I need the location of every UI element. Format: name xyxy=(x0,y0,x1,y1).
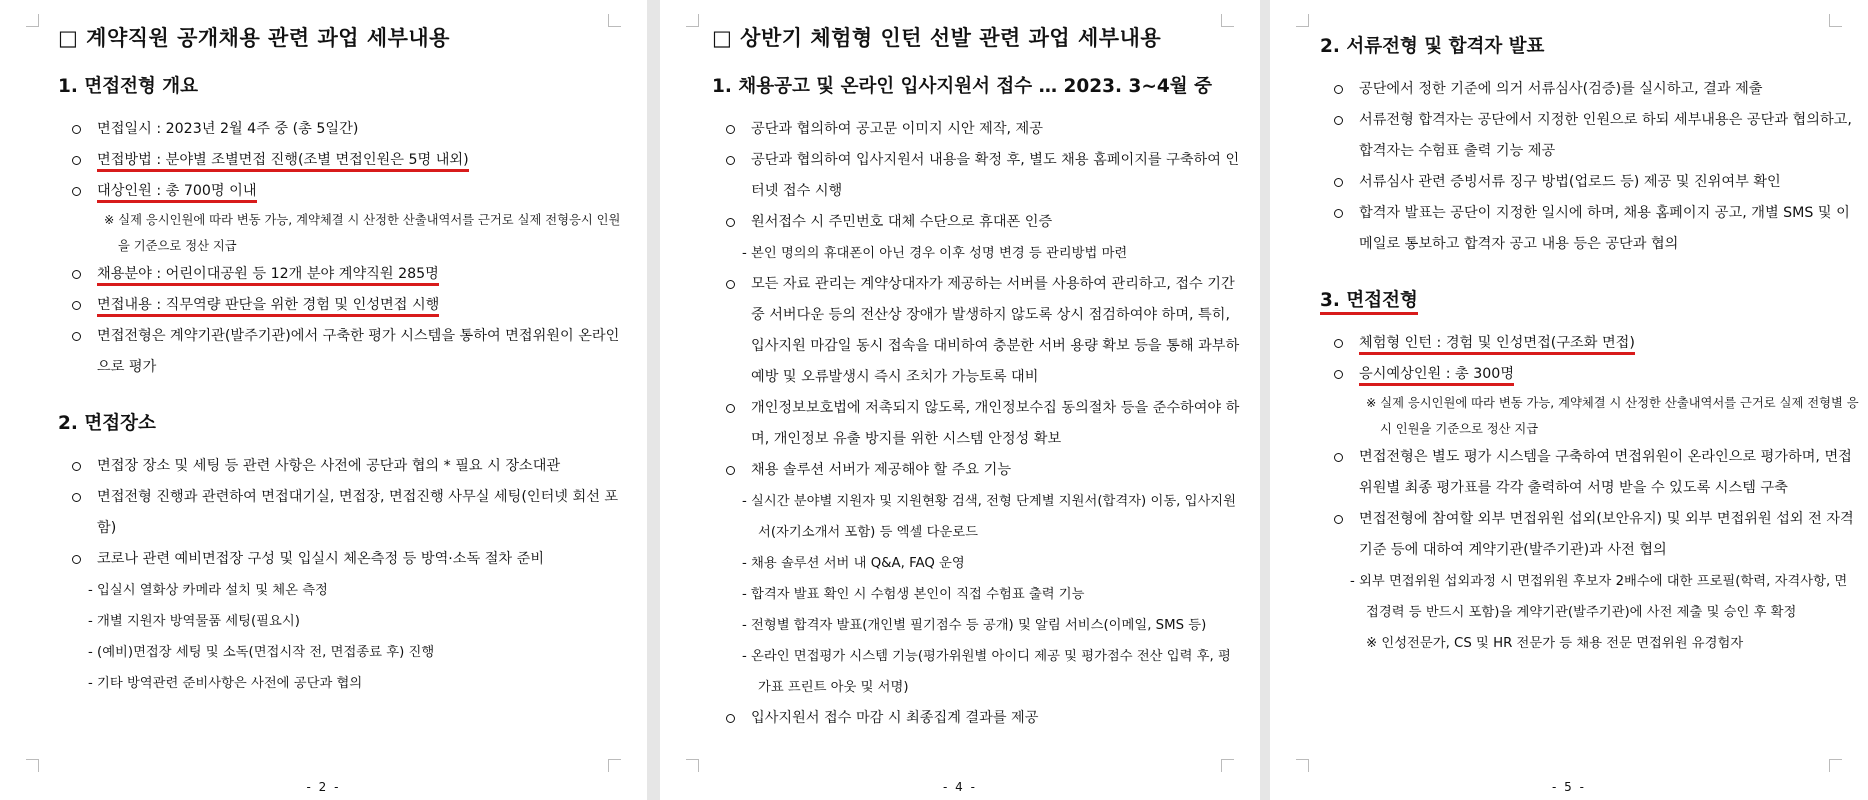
crop-mark xyxy=(686,759,699,772)
bullet-item xyxy=(68,145,628,176)
dash-item: - 온라인 면접평가 시스템 기능(평가위원별 아이디 제공 및 평가점수 전산 입력 후, 평가표 프린트 아웃 및 서명) xyxy=(742,649,1231,695)
page-title: □ 계약직원 공개채용 관련 과업 세부내용 xyxy=(58,26,450,50)
dash-item: - 채용 솔루션 서버 내 Q&A, FAQ 운영 xyxy=(742,556,965,571)
bullet-item: 공단과 협의하여 입사지원서 내용을 확정 후, 별도 채용 홈페이지를 구축하여 인터넷 접수 시행 xyxy=(722,145,1242,207)
page-number: - 5 - xyxy=(1552,780,1586,794)
bullet-item: 면접전형은 계약기관(발주기관)에서 구축한 평가 시스템을 통하여 면접위원이 온라인으로 평가 xyxy=(68,321,628,383)
dash-item: - 입실시 열화상 카메라 설치 및 체온 측정 xyxy=(88,583,328,598)
document-page-4 xyxy=(660,0,1260,800)
bullet-item: 면접전형은 별도 평가 시스템을 구축하여 면접위원이 온라인으로 평가하며, 면접위원별 최종 평가표를 각각 출력하여 서명 받을 수 있도록 시스템 구축 xyxy=(1330,442,1860,504)
section-heading xyxy=(1320,286,1860,312)
highlighted-text: 대상인원 : 총 700명 이내 xyxy=(97,183,257,203)
bullet-item: 면접일시 : 2023년 2월 4주 중 (총 5일간) xyxy=(68,114,628,145)
bullet-item: 공단과 협의하여 공고문 이미지 시안 제작, 제공 xyxy=(722,114,1242,145)
bullet-item: 서류전형 합격자는 공단에서 지정한 인원으로 하되 세부내용은 공단과 협의하고, 합격자는 수험표 출력 기능 제공 xyxy=(1330,105,1860,167)
bullet-item xyxy=(68,176,628,207)
bullet-item: 원서접수 시 주민번호 대체 수단으로 휴대폰 인증 xyxy=(722,207,1242,238)
dash-item: - 본인 명의의 휴대폰이 아닌 경우 이후 성명 변경 등 관리방법 마련 xyxy=(742,246,1128,261)
bullet-item xyxy=(68,259,628,290)
crop-mark xyxy=(608,759,621,772)
note-text: ※ 실제 응시인원에 따라 변동 가능, 계약체결 시 산정한 산출내역서를 근거로 실제 전형별 응시 인원을 기준으로 정산 지급 xyxy=(1366,396,1859,436)
dash-item: - (예비)면접장 세팅 및 소독(면접시작 전, 면접종료 후) 진행 xyxy=(88,645,435,660)
section-heading: 2. 면접장소 xyxy=(58,413,156,434)
bullet-item: 면접전형 진행과 관련하여 면접대기실, 면접장, 면접진행 사무실 세팅(인터넷 회선 포함) xyxy=(68,482,628,544)
crop-mark xyxy=(1296,14,1309,27)
bullet-item xyxy=(68,290,628,321)
bullet-item: 합격자 발표는 공단이 지정한 일시에 하며, 채용 홈페이지 공고, 개별 SMS 및 이메일로 통보하고 합격자 공고 내용 등은 공단과 협의 xyxy=(1330,198,1860,260)
section-heading: 2. 서류전형 및 합격자 발표 xyxy=(1320,36,1545,57)
section-heading: 1. 채용공고 및 온라인 입사지원서 접수 … 2023. 3~4월 중 xyxy=(712,76,1212,97)
crop-mark xyxy=(1829,759,1842,772)
bullet-item: 코로나 관련 예비면접장 구성 및 입실시 체온측정 등 방역·소독 절차 준비 xyxy=(68,544,628,575)
highlighted-text: 응시예상인원 : 총 300명 xyxy=(1359,366,1514,386)
page-number: - 4 - xyxy=(943,780,977,794)
highlighted-text: 체험형 인턴 : 경험 및 인성면접(구조화 면접) xyxy=(1359,335,1635,355)
note-text: ※ 실제 응시인원에 따라 변동 가능, 계약체결 시 산정한 산출내역서를 근거로 실제 전형응시 인원을 기준으로 정산 지급 xyxy=(104,213,621,253)
section-heading: 1. 면접전형 개요 xyxy=(58,76,199,97)
bullet-item xyxy=(1330,359,1860,390)
bullet-item: 모든 자료 관리는 계약상대자가 제공하는 서버를 사용하여 관리하고, 접수 기간 중 서버다운 등의 전산상 장애가 발생하지 않도록 상시 점검하여야 하며, 특히, 입사지원 마감일 동시 접속을 대비하여 충분한 서버 용량 확보 등을 통해 과부하 예방 및 오류발생시 즉시 조치가 가능토록 대비 xyxy=(722,269,1242,393)
bullet-item: 채용 솔루션 서버가 제공해야 할 주요 기능 xyxy=(722,455,1242,486)
bullet-item: 공단에서 정한 기준에 의거 서류심사(검증)를 실시하고, 결과 제출 xyxy=(1330,74,1860,105)
bullet-item: 개인정보보호법에 저촉되지 않도록, 개인정보수집 동의절차 등을 준수하여야 하며, 개인정보 유출 방지를 위한 시스템 안정성 확보 xyxy=(722,393,1242,455)
bullet-item: 서류심사 관련 증빙서류 징구 방법(업로드 등) 제공 및 진위여부 확인 xyxy=(1330,167,1860,198)
crop-mark xyxy=(1296,759,1309,772)
highlighted-text: 면접내용 : 직무역량 판단을 위한 경험 및 인성면접 시행 xyxy=(97,297,439,317)
dash-item: ※ 인성전문가, CS 및 HR 전문가 등 채용 전문 면접위원 유경험자 xyxy=(1366,636,1744,651)
bullet-item: 입사지원서 접수 마감 시 최종집계 결과를 제공 xyxy=(722,703,1242,734)
dash-item: - 전형별 합격자 발표(개인별 필기점수 등 공개) 및 알림 서비스(이메일, SMS 등) xyxy=(742,618,1207,633)
dash-item: - 기타 방역관련 준비사항은 사전에 공단과 협의 xyxy=(88,676,363,691)
crop-mark xyxy=(1221,759,1234,772)
highlighted-text: 3. 면접전형 xyxy=(1320,290,1418,315)
crop-mark xyxy=(686,14,699,27)
document-page-5 xyxy=(1270,0,1868,800)
document-page-2 xyxy=(0,0,647,800)
highlighted-text: 면접방법 : 분야별 조별면접 진행(조별 면접인원은 5명 내외) xyxy=(97,152,469,172)
page-number: - 2 - xyxy=(306,780,341,794)
bullet-item: 면접장 장소 및 세팅 등 관련 사항은 사전에 공단과 협의 * 필요 시 장소대관 xyxy=(68,451,628,482)
dash-item: - 실시간 분야별 지원자 및 지원현황 검색, 전형 단계별 지원서(합격자) 이동, 입사지원서(자기소개서 포함) 등 엑셀 다운로드 xyxy=(742,494,1236,540)
crop-mark xyxy=(26,759,39,772)
dash-item: - 외부 면접위원 섭외과정 시 면접위원 후보자 2배수에 대한 프로필(학력, 자격사항, 면접경력 등 반드시 포함)을 계약기관(발주기관)에 사전 제출 및 승인 후 확정 xyxy=(1350,574,1848,620)
dash-item: - 개별 지원자 방역물품 세팅(필요시) xyxy=(88,614,300,629)
crop-mark xyxy=(26,14,39,27)
page-title: □ 상반기 체험형 인턴 선발 관련 과업 세부내용 xyxy=(712,26,1162,50)
bullet-item: 면접전형에 참여할 외부 면접위원 섭외(보안유지) 및 외부 면접위원 섭외 전 자격기준 등에 대하여 계약기관(발주기관)과 사전 협의 xyxy=(1330,504,1860,566)
bullet-item xyxy=(1330,328,1860,359)
dash-item: - 합격자 발표 확인 시 수험생 본인이 직접 수험표 출력 기능 xyxy=(742,587,1085,602)
highlighted-text: 채용분야 : 어린이대공원 등 12개 분야 계약직원 285명 xyxy=(97,266,439,286)
